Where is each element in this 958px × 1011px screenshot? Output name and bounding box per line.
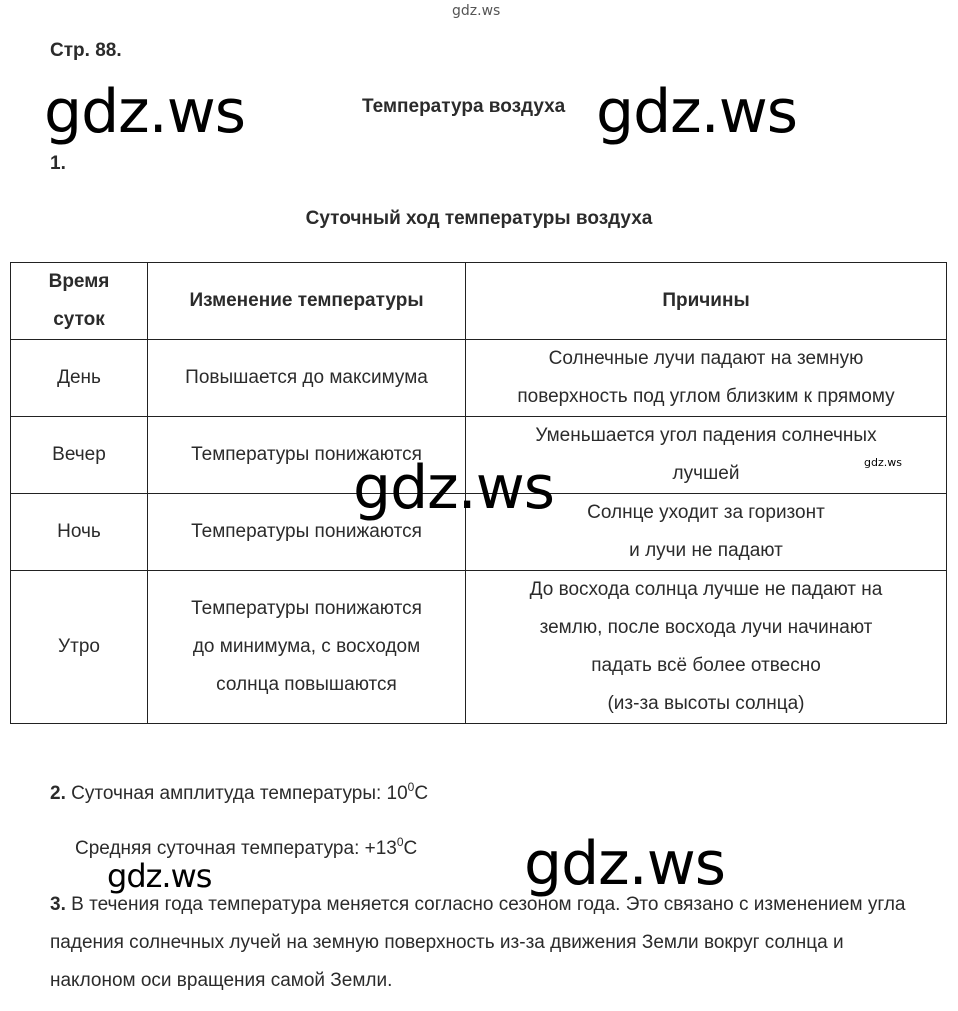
watermark-top: gdz.ws — [452, 3, 501, 19]
cell-reason: До восхода солнца лучше не падают на землю, после восхода лучи начинают падать всё более отвесно (из-за высоты солнца) — [466, 571, 947, 724]
page-number: Стр. 88. — [50, 40, 122, 61]
cell-reason: Солнце уходит за горизонт и лучи не падают — [466, 494, 947, 571]
watermark-large-right: gdz.ws — [596, 77, 798, 147]
watermark-small-cell: gdz.ws — [864, 456, 902, 469]
answer-2-amplitude: 2. Суточная амплитуда температуры: $10^0C$ — [50, 780, 429, 804]
cell-change: Температуры понижаются — [148, 417, 466, 494]
cell-time: Утро — [11, 571, 148, 724]
cell-time: Вечер — [11, 417, 148, 494]
cell-change: Повышается до максимума — [148, 340, 466, 417]
watermark-large-left: gdz.ws — [44, 77, 246, 147]
cell-reason: Солнечные лучи падают на земную поверхность под углом близким к прямому — [466, 340, 947, 417]
answer-3-text: В течения года температура меняется согласно сезоном года. Это связано с изменением угла падения солнечных лучей на земную поверхность из-за движения Земли вокруг солнца и наклоном оси вращения самой Земли. — [50, 894, 906, 991]
page-title: Температура воздуха — [362, 96, 566, 117]
cell-change: Температуры понижаются — [148, 494, 466, 571]
answer-3-label: 3. — [50, 894, 66, 915]
table-header-row — [11, 263, 947, 340]
watermark-large-center: gdz.ws — [353, 453, 555, 523]
table-row — [11, 340, 947, 417]
table-row — [11, 571, 947, 724]
header-change: Изменение температуры — [148, 263, 466, 340]
answer-3 — [50, 886, 920, 1000]
cell-time: День — [11, 340, 148, 417]
header-reason: Причины — [466, 263, 947, 340]
watermark-large-bottom: gdz.ws — [524, 829, 726, 899]
answer-2-label: 2. — [50, 783, 66, 804]
cell-reason: Уменьшается угол падения солнечных лучшей gdz.ws — [466, 417, 947, 494]
cell-time: Ночь — [11, 494, 148, 571]
answer-2-mean: Средняя суточная температура: $+13^0C$ — [75, 835, 418, 859]
header-time: Время суток — [11, 263, 148, 340]
task-1-label: 1. — [50, 153, 66, 174]
watermark-medium-left: gdz.ws — [107, 857, 212, 895]
cell-change: Температуры понижаются до минимума, с восходом солнца повышаются — [148, 571, 466, 724]
table-caption: Суточный ход температуры воздуха — [305, 208, 653, 229]
